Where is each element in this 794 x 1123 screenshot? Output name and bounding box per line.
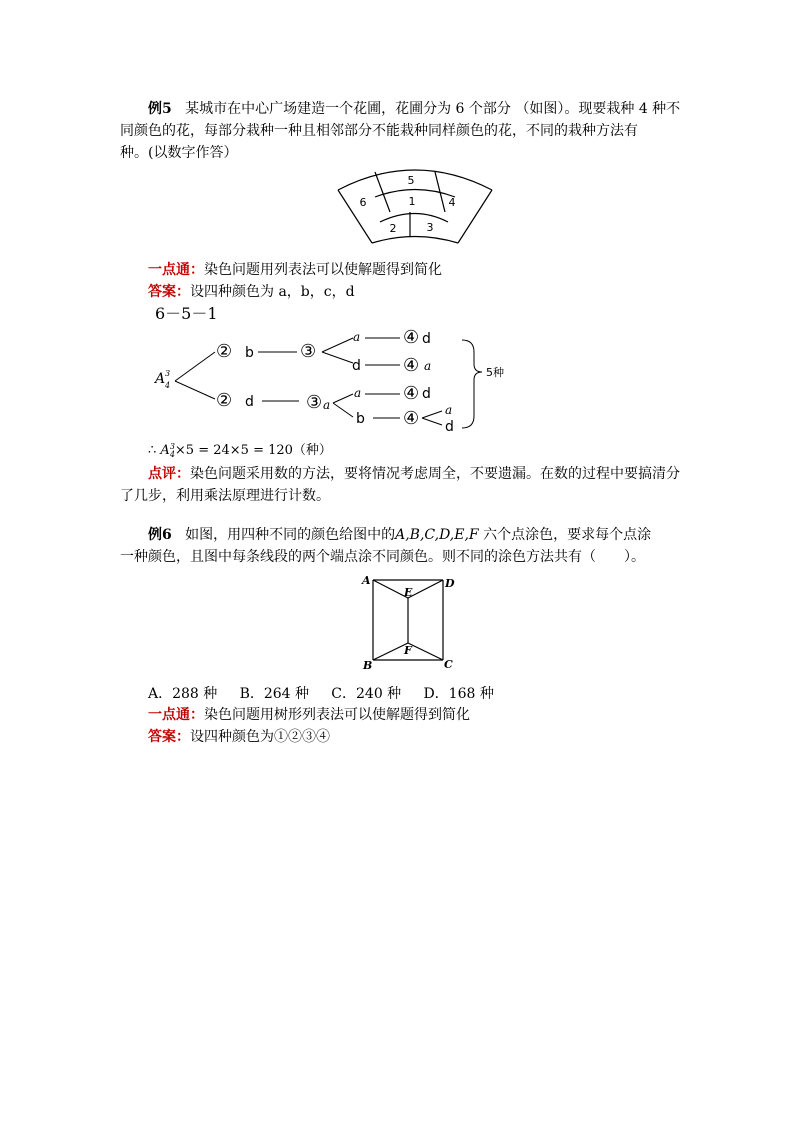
ex5-answer-text: 设四种颜色为 a，b，c，d: [190, 284, 355, 300]
leaf-d-1: d: [422, 331, 431, 347]
brace-label: 5种: [486, 366, 504, 379]
region-4: 4: [448, 196, 456, 209]
vertex-D: D: [445, 577, 455, 590]
ex5-tip: [148, 259, 442, 281]
node-4-3: ④: [403, 383, 420, 404]
ex6-tip-label: 一点通：: [148, 707, 204, 723]
node-a-3: a: [354, 386, 362, 400]
ex5-tip-label: 一点通：: [148, 262, 204, 278]
option-c[interactable]: C．240 种: [331, 686, 402, 702]
tree-root-sup: 3: [165, 369, 171, 378]
vertex-A: A: [362, 574, 371, 587]
therefore-symbol: ∴: [148, 443, 157, 458]
ex6-options: [148, 683, 494, 705]
option-b[interactable]: B．264 种: [239, 686, 310, 702]
ex6-answer-label: 答案：: [148, 729, 190, 745]
region-5: 5: [407, 174, 415, 187]
node-3-top: ③: [300, 341, 317, 362]
node-a-after-3: a: [323, 398, 331, 412]
ex6-text1b: 六个点涂色，要求每个点涂: [483, 527, 652, 543]
formula-sub: 4: [169, 449, 175, 459]
tree-root-A: A: [155, 371, 166, 387]
region-1: 1: [408, 195, 416, 208]
edge-BF: [373, 643, 408, 660]
edge-CF: [408, 643, 443, 660]
ex5-line1: [148, 98, 680, 120]
ex5-text1: 某城市在中心广场建造一个花圃，花圃分为 6 个部分 （如图）。现要栽种 4 种不: [185, 101, 681, 117]
formula-A: A: [160, 443, 170, 458]
formula-sup: 3: [169, 441, 175, 451]
ex6-line1: [148, 524, 651, 546]
bed-div-6-1: [375, 172, 390, 212]
ex5-answer-label: 答案：: [148, 284, 190, 300]
option-d[interactable]: D．168 种: [423, 686, 494, 702]
ex6-line2: 一种颜色，且图中每条线段的两个端点涂不同颜色。则不同的涂色方法共有（ ）。: [120, 549, 645, 565]
ex6-tip-text: 染色问题用树形列表法可以使解题得到简化: [204, 707, 470, 723]
bed-arc-3: [380, 214, 448, 223]
node-4-4: ④: [403, 408, 420, 429]
node-2-bottom: ②: [216, 390, 233, 411]
leaf-a-4: a: [445, 403, 453, 417]
node-a-1: a: [353, 330, 361, 344]
vertex-E: E: [404, 586, 413, 599]
option-a[interactable]: A．288 种: [148, 686, 218, 702]
region-3: 3: [426, 221, 434, 234]
bed-inner-arc: [372, 237, 458, 244]
ex6-answer: [148, 726, 330, 748]
leaf-d-3: d: [422, 386, 431, 402]
edge-DE: [408, 580, 443, 598]
tree-root-sub: 4: [165, 381, 171, 390]
edge-AE: [373, 580, 408, 598]
node-4-2: ④: [403, 355, 420, 376]
ex5-formula: [148, 440, 332, 462]
ex5-comment-label: 点评：: [148, 466, 190, 482]
ex6-text1a: 如图，用四种不同的颜色给图中的: [185, 527, 396, 543]
ex5-sequence: 6－5－1: [155, 304, 218, 323]
formula-rest: ×5 = 24×5 = 120（种）: [174, 443, 332, 458]
ex5-comment-line2: 了几步，利用乘法原理进行计数。: [120, 488, 330, 504]
bed-left-edge: [338, 190, 372, 243]
vertex-B: B: [363, 659, 373, 672]
ex6-tip: [148, 704, 470, 726]
ex5-comment-text: 染色问题采用数的方法，要将情况考虑周全，不要遗漏。在数的过程中要搞清分: [190, 466, 680, 482]
leaf-a-2: a: [424, 359, 432, 373]
vertex-C: C: [444, 658, 453, 671]
bed-div-1-4: [435, 172, 445, 212]
ex5-line2: 同颜色的花，每部分栽种一种且相邻部分不能栽种同样颜色的花，不同的栽种方法有: [120, 123, 638, 139]
node-2-top: ②: [216, 341, 233, 362]
node-4-1: ④: [403, 327, 420, 348]
leaf-d-4: d: [445, 419, 454, 435]
ex6-answer-text: 设四种颜色为①②③④: [190, 729, 330, 745]
node-b-top: b: [245, 345, 254, 361]
ex6-label: 例6: [148, 527, 172, 543]
brace: [462, 340, 482, 428]
vertex-F: F: [404, 644, 412, 657]
node-3-bottom: ③: [306, 392, 323, 413]
ex5-comment-line1: [148, 463, 680, 485]
bed-outer-arc: [338, 170, 492, 190]
region-2: 2: [389, 222, 397, 235]
node-d-1: d: [352, 358, 361, 374]
bed-arc-2: [375, 190, 455, 198]
node-d-bottom: d: [245, 394, 254, 410]
bed-right-edge: [458, 190, 492, 243]
node-b-3: b: [356, 411, 365, 427]
ex5-line3: 种。(以数字作答）: [120, 145, 238, 161]
ex5-label: 例5: [148, 101, 172, 117]
ex5-answer: [148, 281, 355, 303]
region-6: 6: [359, 196, 367, 209]
ex6-points: A,B,C,D,E,F: [395, 527, 479, 543]
ex5-tip-text: 染色问题用列表法可以使解题得到简化: [204, 262, 442, 278]
